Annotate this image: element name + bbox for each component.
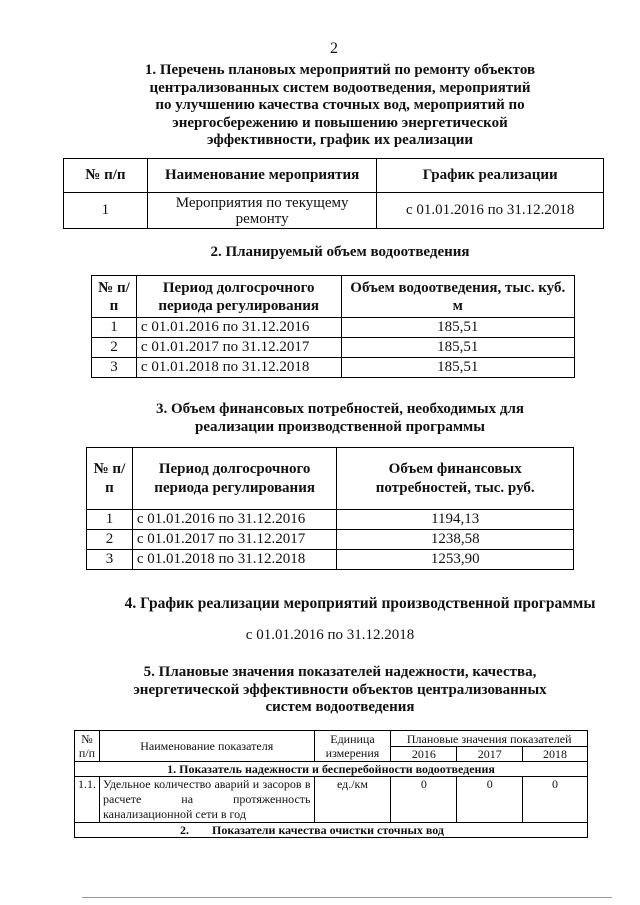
table-row [87, 550, 574, 570]
year-header: 2018 [523, 747, 588, 762]
cell-value: 1253,90 [337, 550, 574, 570]
section5-heading-line: энергетической эффективности объектов централизованных [133, 681, 547, 698]
cell-value: 1194,13 [337, 510, 574, 530]
column-header: № п/п [64, 159, 148, 193]
section5-table [74, 730, 588, 838]
cell-schedule: с 01.01.2016 по 31.12.2018 [377, 193, 604, 229]
section3-heading-line: реализации производственной программы [195, 418, 485, 435]
group-label [75, 823, 588, 838]
section5-heading-line: систем водоотведения [265, 699, 415, 715]
cell-period: с 01.01.2018 по 31.12.2018 [136, 358, 341, 378]
cell-period: с 01.01.2016 по 31.12.2016 [132, 510, 337, 530]
section1-heading-line: эффективности, график их реализации [207, 132, 473, 148]
column-header: № п/п [75, 731, 100, 762]
cell-value: 185,51 [341, 358, 575, 378]
cell-period: с 01.01.2018 по 31.12.2018 [132, 550, 337, 570]
section3-heading-line: 3. Объем финансовых потребностей, необходимых для [155, 401, 525, 417]
group-row [75, 823, 588, 838]
cell-num: 2 [92, 338, 137, 358]
cell-period: с 01.01.2016 по 31.12.2016 [136, 318, 341, 338]
column-header: Наименование мероприятия [147, 159, 377, 193]
cell-num: 3 [92, 358, 137, 378]
cell-num: 1 [92, 318, 137, 338]
cell-name: Мероприятия по текущему ремонту [147, 193, 377, 229]
column-header: Период долгосрочного периода регулирования [132, 448, 337, 510]
section1-heading-line: централизованных систем водоотведения, мероприятий [149, 79, 531, 96]
section3-heading [110, 401, 570, 436]
table-row [92, 358, 575, 378]
page-number: 2 [330, 40, 338, 57]
column-header: Объем водоотведения, тыс. куб. м [341, 276, 575, 318]
section2-table [91, 275, 575, 378]
table-row [92, 338, 575, 358]
year-header: 2016 [391, 747, 457, 762]
section5-heading-line: 5. Плановые значения показателей надежности, качества, [143, 664, 537, 680]
cell-num: 3 [87, 550, 133, 570]
section1-heading-line: по улучшению качества сточных вод, мероприятий по [155, 97, 525, 113]
section5-heading [100, 664, 580, 717]
cell-name: Удельное количество аварий и засоров в расчете на протяженность канализационной сети в год [100, 777, 315, 823]
cell-value: 0 [523, 777, 588, 823]
column-header: № п/п [87, 448, 133, 510]
section1-heading [110, 62, 570, 150]
section4-heading: 4. График реализации мероприятий производственной программы [124, 595, 596, 612]
column-header: Период долгосрочного периода регулирования [136, 276, 341, 318]
table-row [87, 530, 574, 550]
table-header-row [64, 159, 604, 193]
column-header: Единица измерения [314, 731, 391, 762]
column-header: Плановые значения показателей [391, 731, 588, 747]
section1-heading-line: энергосбережению и повышению энергетической [172, 114, 508, 131]
table-row [92, 318, 575, 338]
section3-table [86, 447, 574, 570]
cell-value: 1238,58 [337, 530, 574, 550]
cell-value: 185,51 [341, 338, 575, 358]
table-header-row [75, 731, 588, 747]
cell-period: с 01.01.2017 по 31.12.2017 [136, 338, 341, 358]
column-header: Объем финансовых потребностей, тыс. руб. [337, 448, 574, 510]
column-header: Наименование показателя [100, 731, 315, 762]
cell-value: 0 [391, 777, 457, 823]
cell-value: 185,51 [341, 318, 575, 338]
year-header: 2017 [457, 747, 523, 762]
group-label: 1. Показатель надежности и бесперебойности водоотведения [75, 762, 588, 777]
table-row [75, 777, 588, 823]
cell-unit: ед./км [314, 777, 391, 823]
column-header: № п/п [92, 276, 137, 318]
table-row [87, 510, 574, 530]
table-header-row [87, 448, 574, 510]
section4-period: с 01.01.2016 по 31.12.2018 [245, 627, 415, 643]
cell-num: 1.1. [75, 777, 100, 823]
cell-num: 1 [64, 193, 148, 229]
section2-heading: 2. Планируемый объем водоотведения [210, 244, 470, 260]
group-number: 2. [180, 823, 189, 837]
group-row [75, 762, 588, 777]
table-header-row [92, 276, 575, 318]
cell-num: 2 [87, 530, 133, 550]
section1-heading-line: 1. Перечень плановых мероприятий по ремонту объектов [144, 62, 536, 78]
cell-period: с 01.01.2017 по 31.12.2017 [132, 530, 337, 550]
cell-num: 1 [87, 510, 133, 530]
cell-value: 0 [457, 777, 523, 823]
page-bottom-rule [82, 897, 612, 898]
column-header: График реализации [377, 159, 604, 193]
group-title: Показатели качества очистки сточных вод [212, 823, 444, 837]
table-row [64, 193, 604, 229]
section1-table [63, 158, 604, 229]
